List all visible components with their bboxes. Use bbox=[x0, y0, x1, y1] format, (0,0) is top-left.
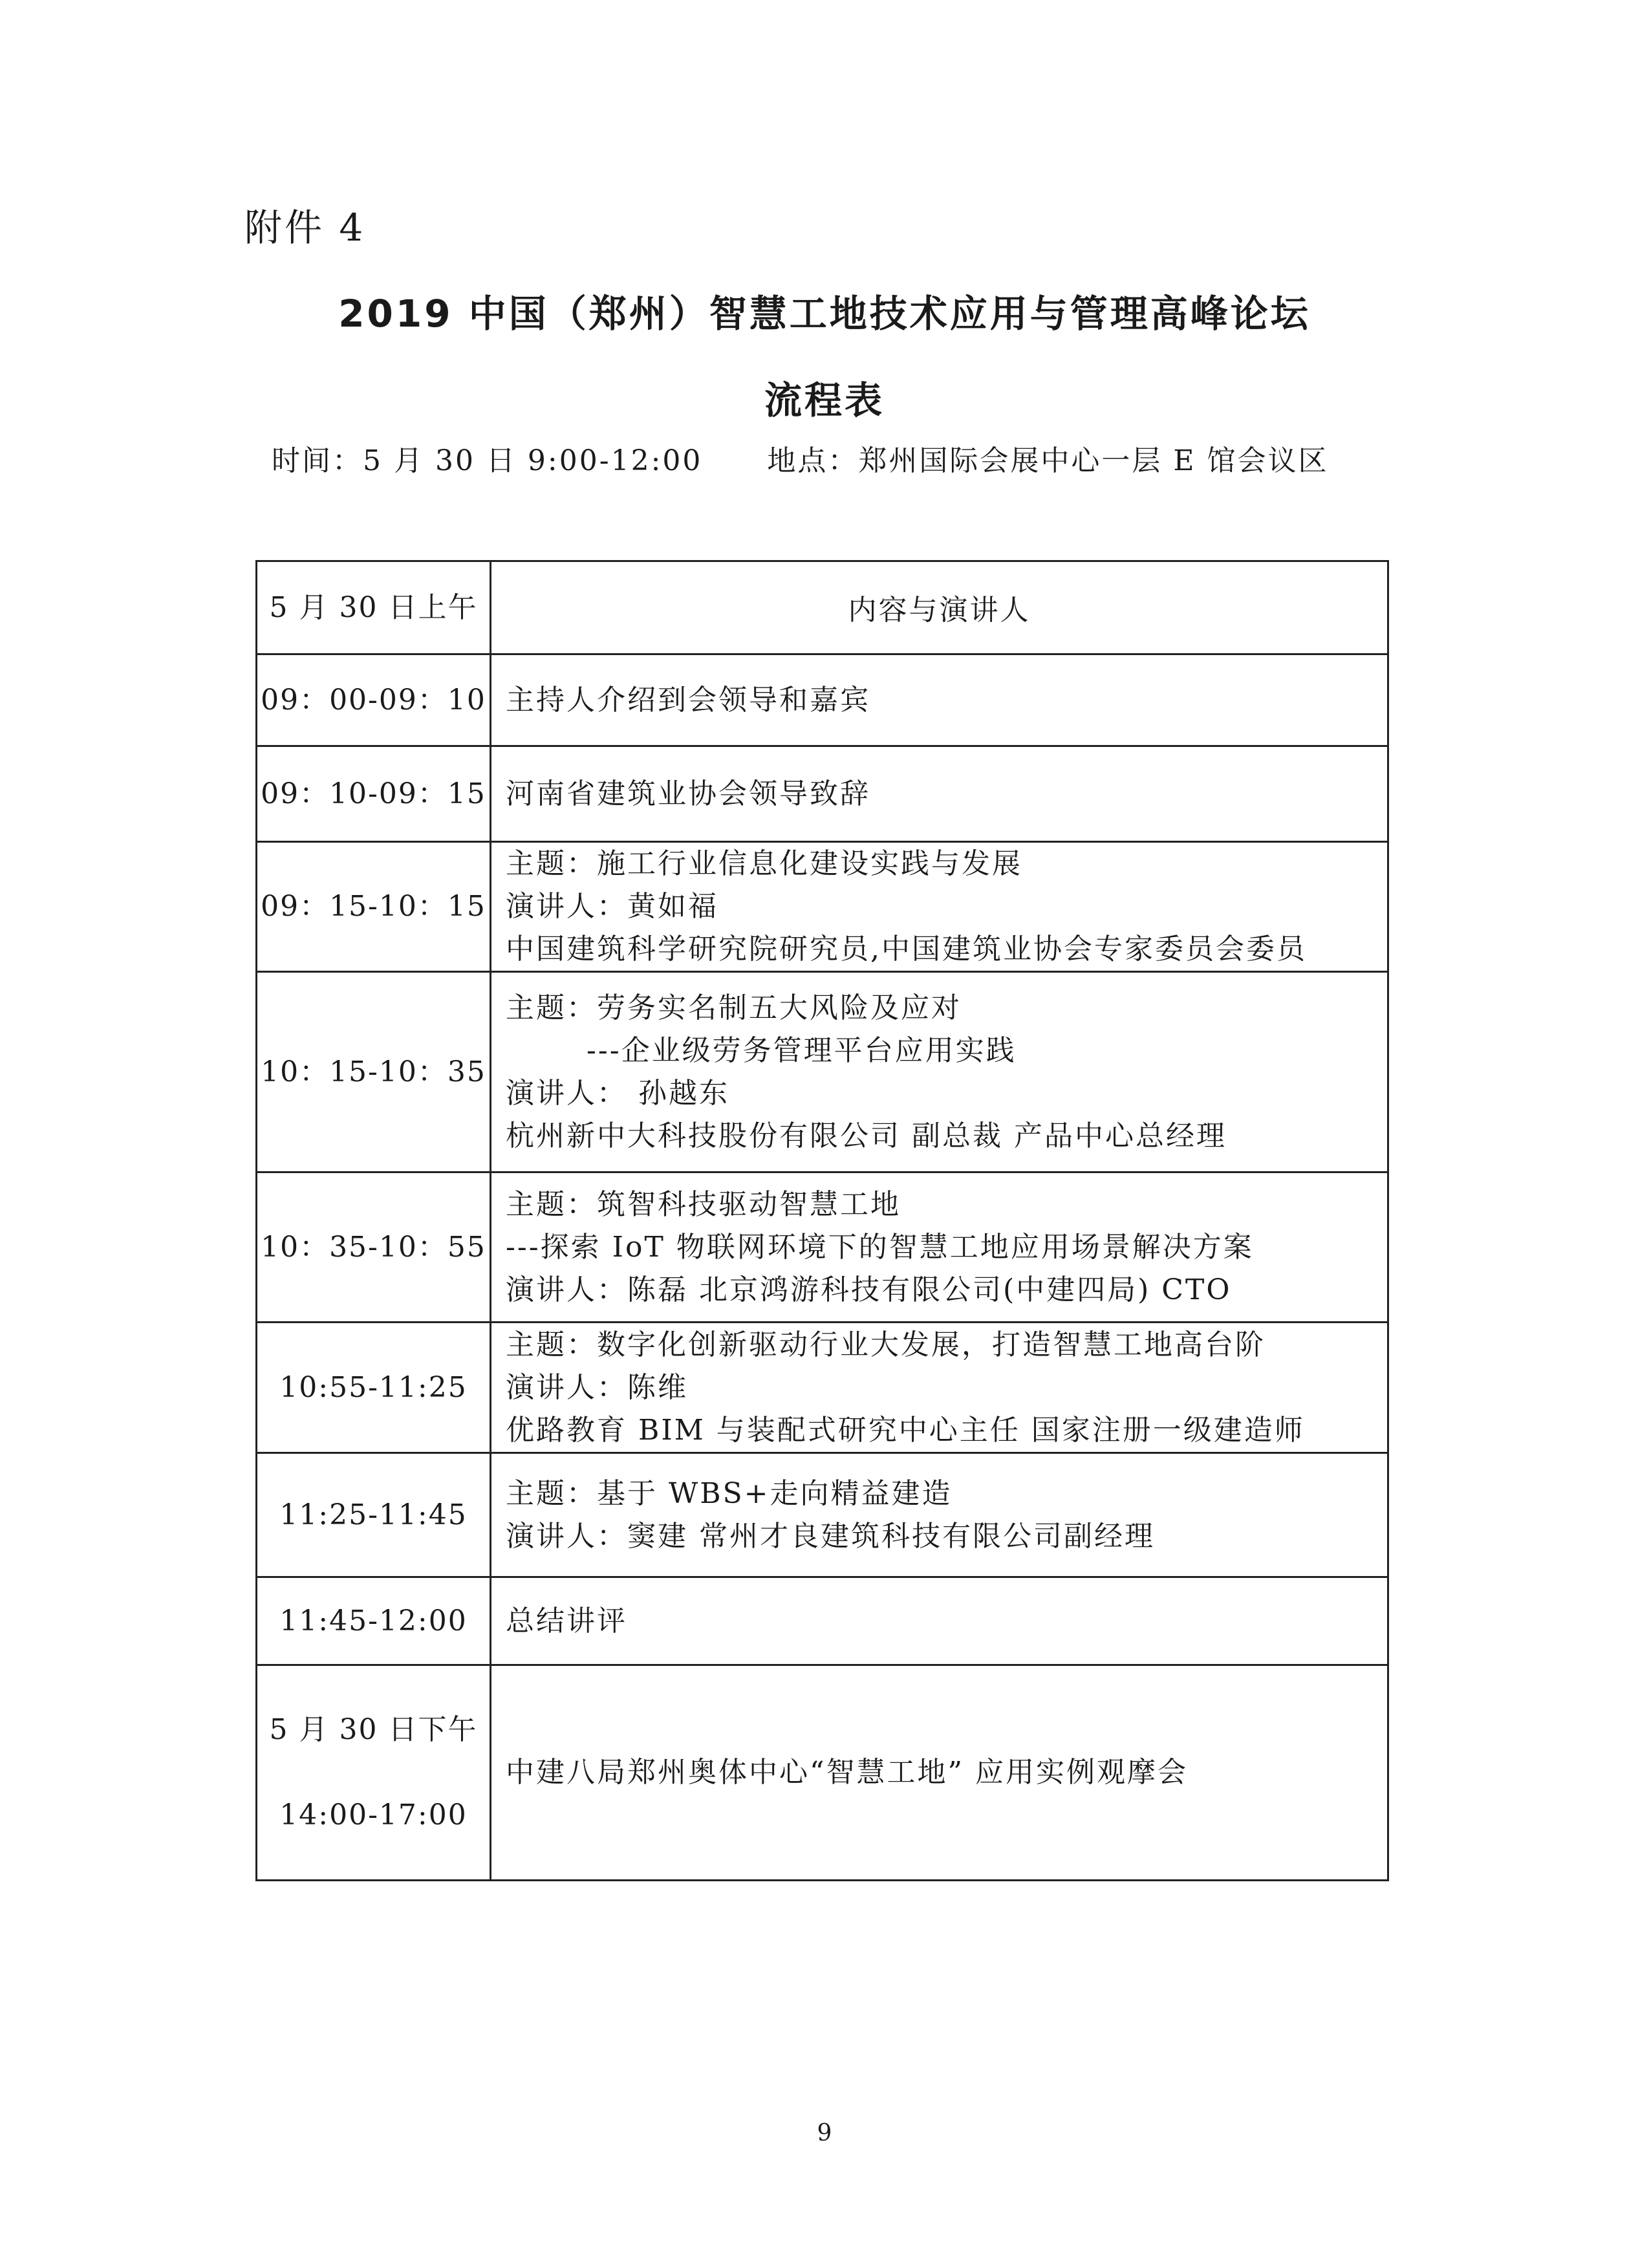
event-info bbox=[272, 437, 1329, 479]
content-line: 主题：劳务实名制五大风险及应对 bbox=[506, 991, 962, 1024]
row-content bbox=[491, 972, 1388, 1172]
content-line: 总结讲评 bbox=[506, 1604, 627, 1637]
content-line: 演讲人：黄如福 bbox=[506, 890, 718, 923]
row-content bbox=[491, 1323, 1388, 1453]
row-time: 09：10-09：15 bbox=[257, 746, 491, 842]
row-time: 10:55-11:25 bbox=[257, 1323, 491, 1453]
row-content bbox=[491, 1577, 1388, 1665]
table-row bbox=[257, 1172, 1388, 1323]
page-subtitle: 流程表 bbox=[764, 378, 885, 422]
content-line: 中国建筑科学研究院研究员,中国建筑业协会专家委员会委员 bbox=[506, 933, 1307, 966]
content-line: 主持人介绍到会领导和嘉宾 bbox=[506, 683, 870, 717]
table-row bbox=[257, 1577, 1388, 1665]
row-time: 11:25-11:45 bbox=[257, 1453, 491, 1577]
table-row bbox=[257, 842, 1388, 972]
content-line: 演讲人： 孙越东 bbox=[506, 1076, 729, 1110]
row-time: 09：00-09：10 bbox=[257, 654, 491, 746]
row-time bbox=[257, 1665, 491, 1881]
header-time: 5 月 30 日上午 bbox=[257, 561, 491, 654]
row-time: 10：35-10：55 bbox=[257, 1172, 491, 1323]
content-line: 演讲人：陈磊 北京鸿游科技有限公司(中建四局) CTO bbox=[506, 1273, 1232, 1306]
content-line: ---企业级劳务管理平台应用实践 bbox=[587, 1033, 1017, 1067]
content-line: 河南省建筑业协会领导致辞 bbox=[506, 777, 870, 810]
header-content: 内容与演讲人 bbox=[491, 561, 1388, 654]
table-header-row bbox=[257, 561, 1388, 654]
row-content bbox=[491, 1665, 1388, 1881]
row-time: 11:45-12:00 bbox=[257, 1577, 491, 1665]
content-line: 主题：施工行业信息化建设实践与发展 bbox=[506, 847, 1022, 880]
row-content bbox=[491, 1453, 1388, 1577]
row-time: 09：15-10：15 bbox=[257, 842, 491, 972]
table-row bbox=[257, 654, 1388, 746]
row-content bbox=[491, 746, 1388, 842]
page-title: 2019 中国（郑州）智慧工地技术应用与管理高峰论坛 bbox=[338, 292, 1311, 336]
event-location: 地点：郑州国际会展中心一层 E 馆会议区 bbox=[767, 444, 1329, 477]
content-line: 演讲人：陈维 bbox=[506, 1370, 688, 1404]
row-content bbox=[491, 1172, 1388, 1323]
row-time-range: 14:00-17:00 bbox=[279, 1798, 468, 1831]
content-line: 主题：基于 WBS+走向精益建造 bbox=[506, 1476, 953, 1510]
table-row bbox=[257, 1453, 1388, 1577]
row-date: 5 月 30 日下午 bbox=[269, 1713, 478, 1746]
table-row bbox=[257, 746, 1388, 842]
content-line: ---探索 IoT 物联网环境下的智慧工地应用场景解决方案 bbox=[506, 1230, 1254, 1264]
content-line: 优路教育 BIM 与装配式研究中心主任 国家注册一级建造师 bbox=[506, 1413, 1305, 1447]
row-content bbox=[491, 842, 1388, 972]
page-number: 9 bbox=[817, 2120, 832, 2146]
content-line: 主题：筑智科技驱动智慧工地 bbox=[506, 1187, 901, 1221]
content-line: 主题：数字化创新驱动行业大发展，打造智慧工地高台阶 bbox=[506, 1328, 1266, 1361]
schedule-table bbox=[255, 560, 1389, 1881]
row-time: 10：15-10：35 bbox=[257, 972, 491, 1172]
event-time: 时间：5 月 30 日 9:00-12:00 bbox=[272, 444, 703, 477]
content-line: 中建八局郑州奥体中心“智慧工地” 应用实例观摩会 bbox=[506, 1756, 1188, 1789]
table-row bbox=[257, 1323, 1388, 1453]
table-row bbox=[257, 1665, 1388, 1881]
table-row bbox=[257, 972, 1388, 1172]
content-line: 杭州新中大科技股份有限公司 副总裁 产品中心总经理 bbox=[506, 1119, 1227, 1152]
attachment-label: 附件 4 bbox=[244, 206, 366, 250]
row-content bbox=[491, 654, 1388, 746]
content-line: 演讲人：窦建 常州才良建筑科技有限公司副经理 bbox=[506, 1519, 1155, 1553]
